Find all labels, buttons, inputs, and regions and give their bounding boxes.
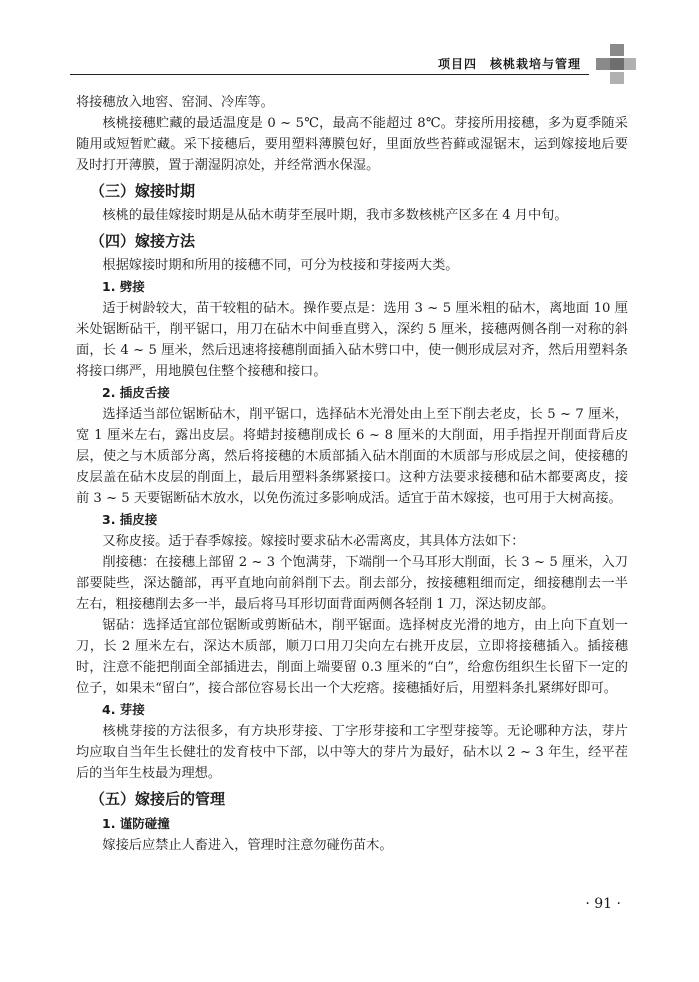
page-body — [76, 92, 628, 856]
corner-block — [624, 58, 636, 70]
page-number: · 91 · — [585, 896, 621, 912]
paragraph: 选择适当部位锯断砧木，削平锯口，选择砧木光滑处由上至下削去老皮，长 5 ~ 7 厘米，宽 1 厘米左右，露出皮层。将蜡封接穗削成长 6 ~ 8 厘米的大削面，用手指捏开削面背后皮层，使之与木质部分离，然后将接穗的木质部插入砧木削面的木质部与形成层之间，使接穗的皮层盖在砧木皮层的削面上，最后用塑料条绑紧接口。这种方法要求接穗和砧木都要离皮，接前 3 ~ 5 天要锯断砧木放水，以免伤流过多影响成活。适宜于苗木嫁接，也可用于大树高接。 — [76, 407, 628, 506]
section-heading: （三）嫁接时期 — [90, 182, 196, 200]
paragraph: 又称皮接。适于春季嫁接。嫁接时要求砧木必需离皮，其具体方法如下： — [102, 534, 525, 549]
paragraph: 核桃的最佳嫁接时期是从砧木萌芽至展叶期，我市多数核桃产区多在 4 月中旬。 — [102, 208, 568, 223]
section-heading: （五）嫁接后的管理 — [90, 790, 226, 808]
paragraph: 嫁接后应禁止人畜进入，管理时注意勿碰伤苗木。 — [102, 838, 393, 853]
subsection-heading: 1. 劈接 — [102, 279, 145, 294]
paragraph: 锯砧：选择适宜部位锯断或剪断砧木，削平锯面。选择树皮光滑的地方，由上向下直划一刀，长 2 厘米左右，深达木质部，顺刀口用刀尖向左右挑开皮层，立即将接穗插入。插接穗时，注意不能把削面全部插进去，削面上端要留 0.3 厘米的“白”，给愈伤组织生长留下一定的位子，如果未“留白”，接合部位容易长出一个大疙瘩。接穗插好后，用塑料条扎紧绑好即可。 — [76, 618, 628, 696]
paragraph: 根据嫁接时期和所用的接穗不同，可分为枝接和芽接两大类。 — [102, 258, 459, 273]
paragraph: 将接穗放入地窖、窑洞、冷库等。 — [76, 95, 274, 110]
paragraph: 削接穗：在接穗上部留 2 ~ 3 个饱满芽，下端削一个马耳形大削面，长 3 ~ 5 厘米，入刀部要陡些，深达髓部，再平直地向前斜削下去。削去部分，按接穗粗细而定，细接穗削去一半左右，粗接穗削去多一半，最后将马耳形切面背面两侧各轻削 1 刀，深达韧皮部。 — [76, 555, 628, 612]
subsection-heading: 2. 插皮舌接 — [102, 385, 170, 400]
section-heading: （四）嫁接方法 — [90, 232, 196, 250]
corner-block — [610, 44, 624, 56]
corner-decoration — [596, 44, 646, 84]
corner-block — [610, 58, 624, 70]
header-title: 项目四 核桃栽培与管理 — [437, 57, 581, 71]
corner-block — [596, 58, 610, 70]
subsection-heading: 1. 谨防碰撞 — [102, 816, 170, 831]
subsection-heading: 4. 芽接 — [102, 702, 145, 717]
paragraph: 适于树龄较大，苗干较粗的砧木。操作要点是：选用 3 ~ 5 厘米粗的砧木，离地面 10 厘米处锯断砧干，削平锯口，用刀在砧木中间垂直劈入，深约 5 厘米，接穗两侧各削一对称的斜面，长 4 ~ 5 厘米，然后迅速将接穗削面插入砧木劈口中，使一侧形成层对齐，然后用塑料条将接口绑严，用地膜包住整个接穗和接口。 — [76, 301, 628, 379]
running-header — [70, 52, 589, 75]
paragraph: 核桃芽接的方法很多，有方块形芽接、丁字形芽接和工字型芽接等。无论哪种方法，芽片均应取自当年生长健壮的发育枝中下部，以中等大的芽片为最好，砧木以 2 ~ 3 年生，经平茬后的当年生枝最为理想。 — [76, 724, 628, 781]
corner-block — [610, 72, 624, 84]
subsection-heading: 3. 插皮接 — [102, 512, 158, 527]
paragraph: 核桃接穗贮藏的最适温度是 0 ~ 5℃，最高不能超过 8℃。芽接所用接穗，多为夏季随采随用或短暂贮藏。采下接穗后，要用塑料薄膜包好，里面放些苔藓或湿锯末，运到嫁接地后要及时打开薄膜，置于潮湿阴凉处，并经常洒水保湿。 — [76, 116, 628, 173]
